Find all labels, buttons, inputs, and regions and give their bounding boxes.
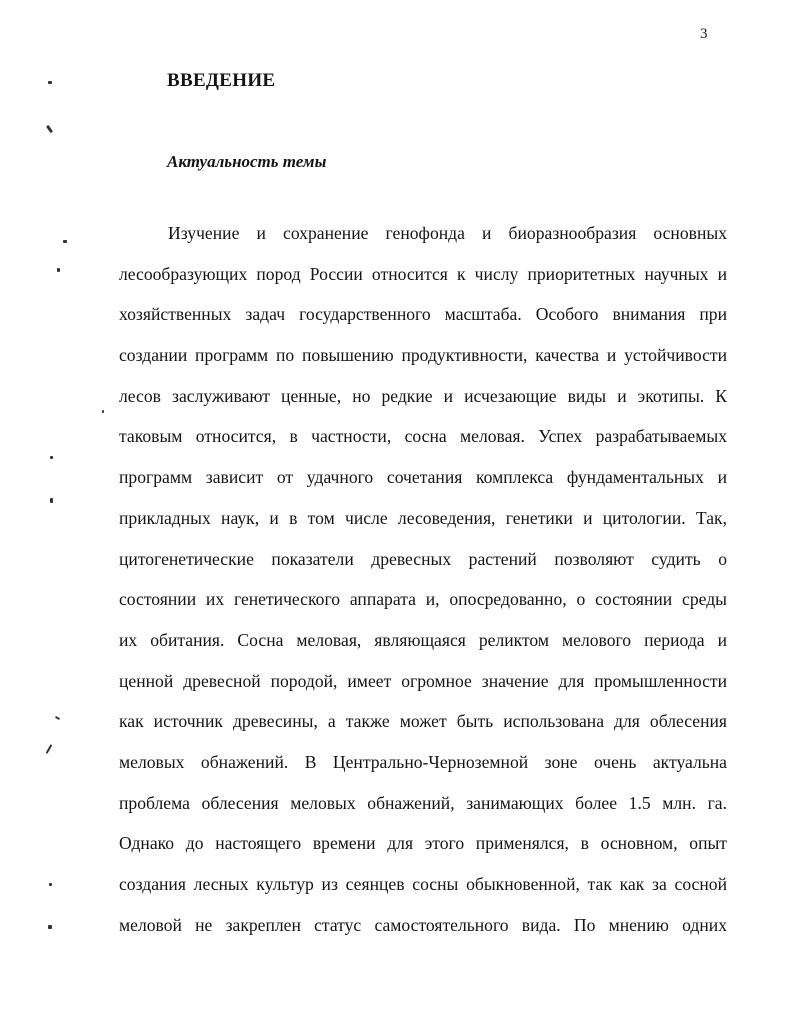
- scan-speck: [49, 883, 52, 886]
- text-line: программ зависит от удачного сочетания комплекса фундаментальных и: [119, 467, 727, 488]
- text-line: хозяйственных задач государственного масштаба. Особого внимания при: [119, 304, 727, 325]
- scan-speck: [50, 456, 53, 459]
- text-line: состоянии их генетического аппарата и, опосредованно, о состоянии среды: [119, 589, 727, 610]
- text-line: таковым относится, в частности, сосна меловая. Успех разрабатываемых: [119, 426, 727, 447]
- text-line: лесообразующих пород России относится к числу приоритетных научных и: [119, 263, 727, 284]
- text-line: создании программ по повышению продуктивности, качества и устойчивости: [119, 345, 727, 366]
- text-line: лесов заслуживают ценные, но редкие и исчезающие виды и экотипы. К: [119, 385, 727, 406]
- section-heading: ВВЕДЕНИЕ: [167, 70, 276, 91]
- page-number: 3: [700, 26, 708, 42]
- scan-speck: [48, 925, 52, 929]
- scan-speck: [63, 240, 67, 243]
- scan-speck: [48, 81, 52, 84]
- text-line: Однако до настоящего времени для этого применялся, в основном, опыт: [119, 833, 727, 854]
- text-line: цитогенетические показатели древесных растений позволяют судить о: [119, 548, 727, 569]
- text-line: Изучение и сохранение генофонда и биоразнообразия основных: [168, 223, 727, 243]
- scan-speck: [55, 716, 60, 720]
- scan-speck: [50, 498, 53, 503]
- text-line: создания лесных культур из сеянцев сосны обыкновенной, так как за сосной: [119, 874, 727, 894]
- text-line: как источник древесины, а также может быть использована для облесения: [119, 711, 727, 732]
- scan-speck: [102, 410, 104, 413]
- text-line: проблема облесения меловых обнажений, занимающих более 1.5 млн. га.: [119, 792, 727, 813]
- body-paragraph: [119, 219, 727, 951]
- text-line: прикладных наук, и в том числе лесоведения, генетики и цитологии. Так,: [119, 507, 727, 528]
- text-line: их обитания. Сосна меловая, являющаяся реликтом мелового периода и: [119, 629, 727, 650]
- section-subheading: Актуальность темы: [167, 152, 327, 171]
- text-line: меловых обнажений. В Центрально-Черноземной зоне очень актуальна: [119, 751, 727, 772]
- scan-speck: [46, 125, 53, 133]
- scan-speck: [57, 268, 60, 272]
- scan-speck: [46, 744, 53, 754]
- text-line: меловой не закреплен статус самостоятельного вида. По мнению одних: [119, 914, 727, 935]
- text-line: ценной древесной породой, имеет огромное значение для промышленности: [119, 670, 727, 691]
